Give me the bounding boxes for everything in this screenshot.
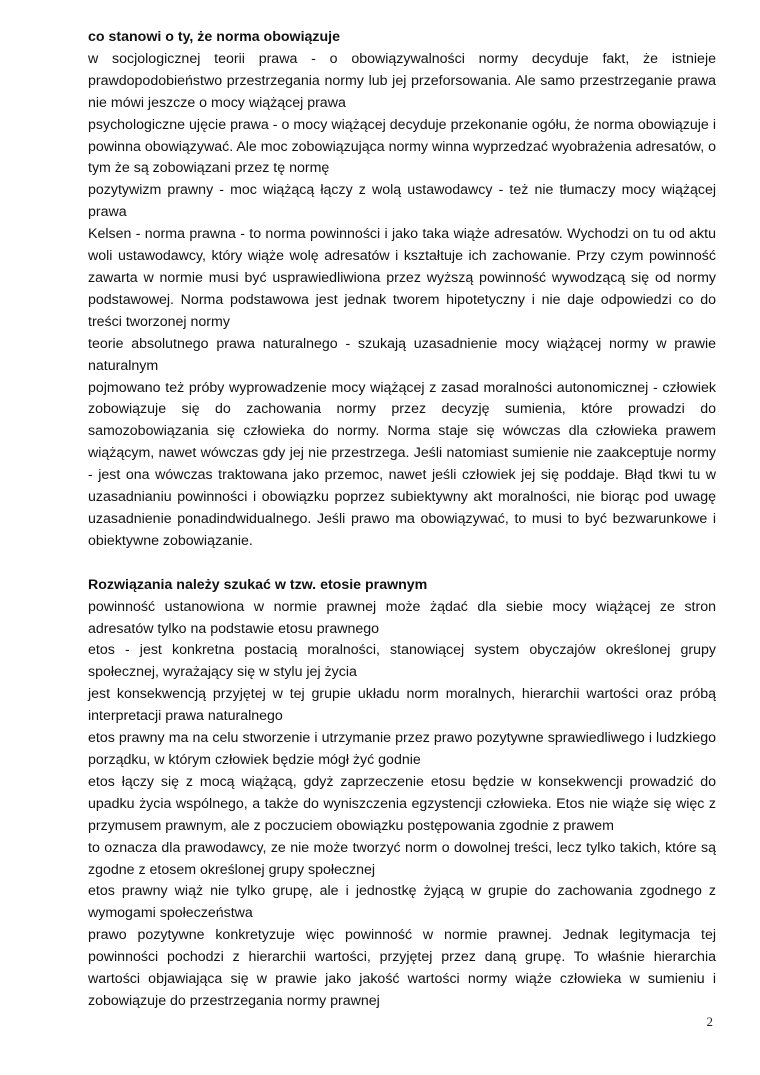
- paragraph-sociological-theory: w socjologicznej teorii prawa - o obowiązywalności normy decyduje fakt, że istnieje prawdopodobieństwo przestrzegania normy lub jej przeforsowania. Ale samo przestrzeganie prawa nie mówi jeszcze o mocy wiążącej prawa: [88, 50, 716, 111]
- paragraph-kelsen: Kelsen - norma prawna - to norma powinności i jako taka wiąże adresatów. Wychodzi on tu od aktu woli ustawodawcy, który wiąże wolę adresatów i kształtuje ich zachowanie. Przy czym powinność zawarta w normie musi być usprawiedliwiona przez wyższą powinność wywodzącą się od normy podstawowej. Norma podstawowa jest jednak tworem hipotetyczny i nie daje odpowiedzi co do treści tworzonej normy: [88, 226, 716, 330]
- paragraph-ethos-binds-group: etos prawny wiąż nie tylko grupę, ale i jednostkę żyjącą w grupie do zachowania zgodnego z wymogami społeczeństwa: [88, 883, 716, 922]
- paragraph-ethos-binding-force: etos łączy się z mocą wiążącą, gdyż zaprzeczenie etosu będzie w konsekwencji prowadzić do upadku życia wspólnego, a także do wyniszczenia egzystencji człowieka. Etos nie wiąże się więc z przymusem prawnym, ale z poczuciem obowiązku postępowania zgodnie z prawem: [88, 773, 716, 834]
- paragraph-ethos-definition: etos - jest konkretna postacią moralności, stanowiącej system obyczajów określonej grupy społecznej, wyrażający się w stylu jej życia: [88, 642, 716, 681]
- section-spacer: [88, 553, 716, 575]
- paragraph-legislator-implication: to oznacza dla prawodawcy, ze nie może tworzyć norm o dowolnej treści, lecz tylko takich, które są zgodne z etosem określonej grupy społecznej: [88, 839, 716, 878]
- paragraph-positive-law: prawo pozytywne konkretyzuje więc powinność w normie prawnej. Jednak legitymacja tej powinności pochodzi z hierarchii wartości, przyjętej przez daną grupę. To właśnie hierarchia wartości objawiająca się w prawie jako jakość wartości normy wiąże człowieka w sumieniu i zobowiązuje do przestrzegania normy prawnej: [88, 927, 716, 1009]
- section-heading-norm-validity: co stanowi o ty, że norma obowiązuje: [88, 29, 340, 45]
- paragraph-ethos-consequence: jest konsekwencją przyjętej w tej grupie układu norm moralnych, hierarchii wartości oraz próbą interpretacji prawa naturalnego: [88, 686, 716, 725]
- paragraph-autonomous-morality: pojmowano też próby wyprowadzenie mocy wiążącej z zasad moralności autonomicznej - człowiek zobowiązuje się do zachowania normy przez decyzję sumienia, które prowadzi do samozobowiązania się człowieka do normy. Norma staje się wówczas dla człowieka prawem wiążącym, nawet wówczas gdy jej nie przestrzega. Jeśli natomiast sumienie nie zaakceptuje normy - jest ona wówczas traktowana jako przemoc, nawet jeśli człowiek jej się poddaje. Błąd tkwi tu w uzasadnianiu powinności i obowiązku poprzez subiektywny akt moralności, nie biorąc pod uwagę uzasadnienie ponadindwidualnego. Jeśli prawo ma obowiązywać, to musi to być bezwarunkowe i obiektywne zobowiązanie.: [88, 379, 716, 549]
- section-heading-legal-ethos: Rozwiązania należy szukać w tzw. etosie prawnym: [88, 576, 428, 593]
- paragraph-psychological-approach: psychologiczne ujęcie prawa - o mocy wiążącej decyduje przekonanie ogółu, że norma obowiązuje i powinna obowiązywać. Ale moc zobowiązująca normy winna wyprzedzać wyobrażenia adresatów, o tym że są zobowiązani przez tę normę: [88, 116, 716, 177]
- paragraph-legal-positivism: pozytywizm prawny - moc wiążącą łączy z wolą ustawodawcy - też nie tłumaczy mocy wiążącej prawa: [88, 182, 716, 221]
- page-number: 2: [706, 1014, 713, 1029]
- paragraph-legal-ethos-goal: etos prawny ma na celu stworzenie i utrzymanie przez prawo pozytywne sprawiedliwego i ludzkiego porządku, w którym człowiek będzie mógł żyć godnie: [88, 730, 716, 768]
- paragraph-obligation-norm: powinność ustanowiona w normie prawnej może żądać dla siebie mocy wiążącej ze stron adresatów tylko na podstawie etosu prawnego: [88, 598, 716, 637]
- document-body: [88, 27, 716, 1013]
- paragraph-natural-law: teorie absolutnego prawa naturalnego - szukają uzasadnienie mocy wiążącej normy w prawie naturalnym: [88, 335, 716, 374]
